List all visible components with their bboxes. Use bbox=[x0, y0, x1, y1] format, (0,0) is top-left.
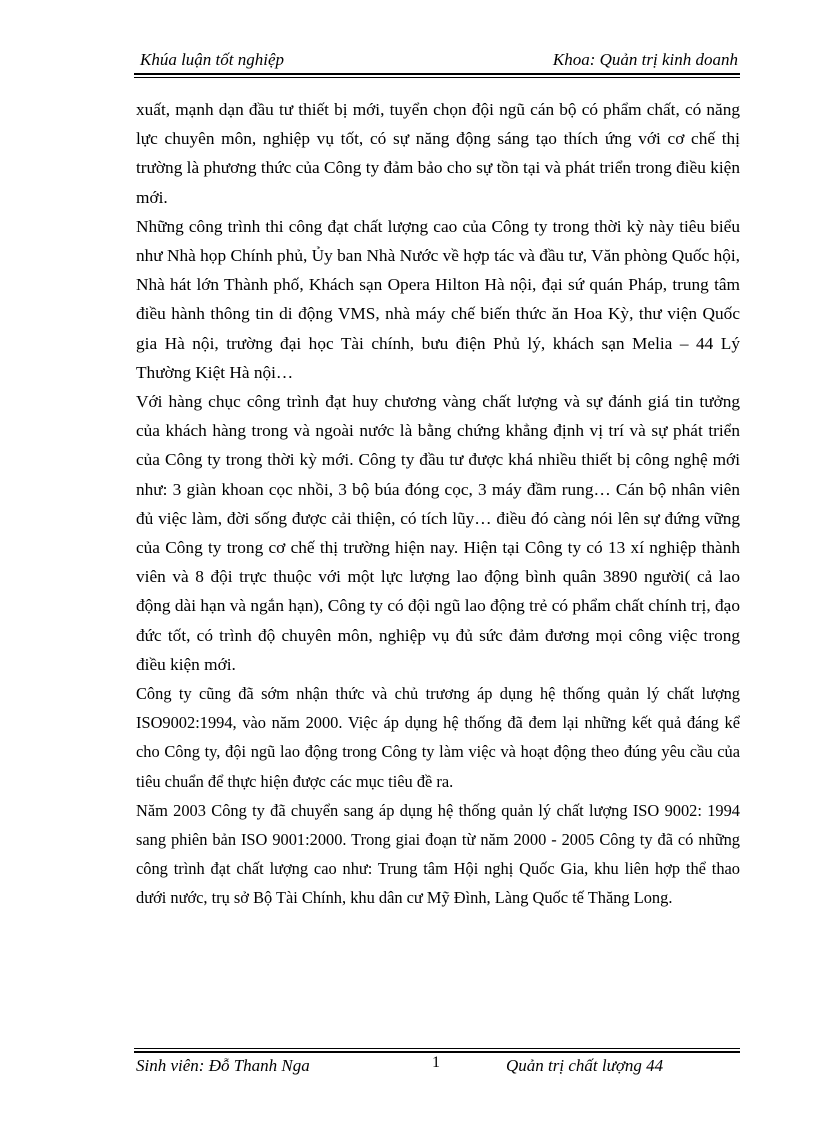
footer-rule-thick bbox=[134, 1051, 740, 1053]
paragraph-1: xuất, mạnh dạn đầu tư thiết bị mới, tuyển chọn đội ngũ cán bộ có phẩm chất, có năng lực chuyên môn, nghiệp vụ tốt, có sự năng động sáng tạo thích ứng với cơ chế thị trường là phương thức của Công ty đảm bảo cho sự tồn tại và phát triển trong điều kiện mới. bbox=[136, 100, 740, 207]
body-text bbox=[136, 95, 740, 913]
footer-course: Quản trị chất lượng 44 bbox=[506, 1056, 664, 1075]
paragraph-5: Năm 2003 Công ty đã chuyển sang áp dụng hệ thống quản lý chất lượng ISO 9002: 1994 sang phiên bản ISO 9001:2000. Trong giai đoạn từ năm 2000 - 2005 Công ty đã có những công trình đạt chất lượng cao như: Trung tâm Hội nghị Quốc Gia, khu liên hợp thể thao dưới nước, trụ sở Bộ Tài Chính, khu dân cư Mỹ Đình, Làng Quốc tế Thăng Long. bbox=[136, 800, 740, 908]
page-header bbox=[134, 48, 740, 72]
footer-student-name: Sinh viên: Đỗ Thanh Nga bbox=[136, 1056, 310, 1075]
paragraph-3: Với hàng chục công trình đạt huy chương vàng chất lượng và sự đánh giá tin tưởng của khách hàng trong và ngoài nước là bằng chứng khẳng định vị trí và sự phát triển của Công ty trong thời kỳ mới. Công ty đầu tư được khá nhiều thiết bị công nghệ mới như: 3 giàn khoan cọc nhồi, 3 bộ búa đóng cọc, 3 máy đầm rung… Cán bộ nhân viên đủ việc làm, đời sống được cải thiện, có tích lũy… điều đó càng nói lên sự đứng vững của Công ty trong cơ chế thị trường hiện nay. Hiện tại Công ty có 13 xí nghiệp thành viên và 8 đội trực thuộc với một lực lượng lao động bình quân 3890 người( cả lao động dài hạn và ngắn hạn), Công ty có đội ngũ lao động trẻ có phẩm chất chính trị, đạo đức tốt, có trình độ chuyên môn, nghiệp vụ đủ sức đảm đương mọi công việc trong điều kiện mới. bbox=[136, 392, 740, 674]
header-faculty: Khoa: Quản trị kinh doanh bbox=[552, 50, 738, 69]
paragraph-4: Công ty cũng đã sớm nhận thức và chủ trương áp dụng hệ thống quản lý chất lượng ISO9002:1994, vào năm 2000. Việc áp dụng hệ thống đã đem lại những kết quả đáng kể cho Công ty, đội ngũ lao động trong Công ty làm việc và hoạt động theo đúng yêu cầu của tiêu chuẩn để thực hiện được các mục tiêu đề ra. bbox=[136, 684, 740, 791]
page-footer bbox=[134, 1054, 740, 1078]
header-rule-thin bbox=[134, 77, 740, 78]
header-thesis-title: Khúa luận tốt nghiệp bbox=[140, 50, 285, 69]
paragraph-2: Những công trình thi công đạt chất lượng cao của Công ty trong thời kỳ này tiêu biểu như Nhà họp Chính phủ, Ủy ban Nhà Nước về hợp tác và đầu tư, Văn phòng Quốc hội, Nhà hát lớn Thành phố, Khách sạn Opera Hilton Hà nội, đại sứ quán Pháp, trung tâm điều hành thông tin di động VMS, nhà máy chế biến thức ăn Hoa Kỳ, thư viện Quốc gia Hà nội, trường đại học Tài chính, bưu điện Phủ lý, khách sạn Melia – 44 Lý Thường Kiệt Hà nội… bbox=[136, 216, 740, 382]
page-number: 1 bbox=[432, 1054, 440, 1071]
footer-rule-thin bbox=[134, 1048, 740, 1049]
header-rule-thick bbox=[134, 73, 740, 75]
